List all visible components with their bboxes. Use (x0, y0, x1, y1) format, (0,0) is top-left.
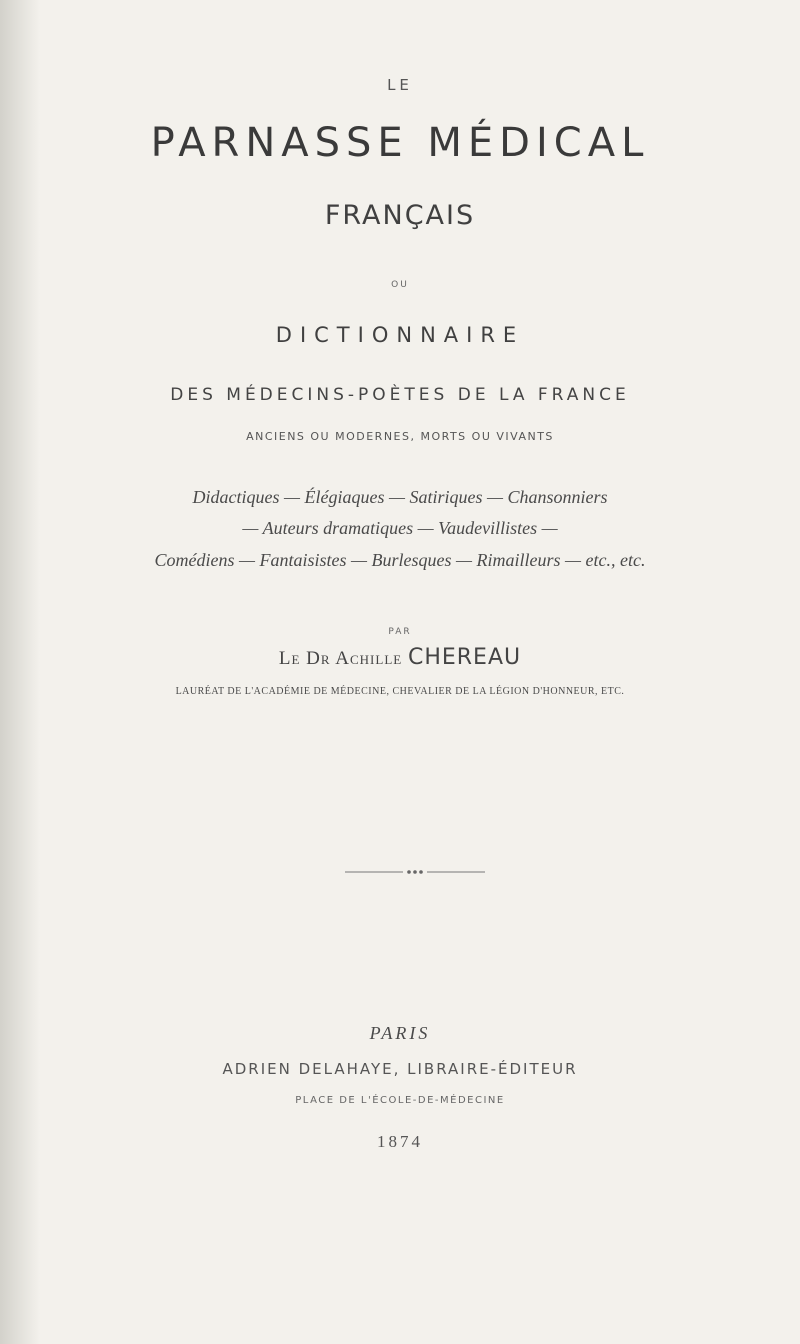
genres-line-2: — Auteurs dramatiques — Vaudevillistes — (242, 518, 558, 538)
subtitle-dictionnaire: DICTIONNAIRE (275, 323, 525, 347)
ornament-rule (345, 866, 485, 878)
preposition-par: PAR (388, 627, 412, 637)
imprint-city: PARIS (369, 1023, 431, 1043)
subtitle-anciens: ANCIENS OU MODERNES, MORTS OU VIVANTS (246, 430, 554, 443)
article-le: LE (387, 76, 413, 94)
imprint-publisher: ADRIEN DELAHAYE, LIBRAIRE-ÉDITEUR (222, 1060, 578, 1078)
imprint-address: PLACE DE L'ÉCOLE-DE-MÉDECINE (295, 1095, 505, 1106)
author-titles: LAURÉAT DE L'ACADÉMIE DE MÉDECINE, CHEVALIER DE LA LÉGION D'HONNEUR, ETC. (175, 686, 625, 697)
author-prefix: Le Dr Achille (278, 648, 403, 669)
main-title-line2: FRANÇAIS (324, 200, 476, 231)
main-title-line1: PARNASSE MÉDICAL (150, 120, 650, 166)
subtitle-medecins-poetes: DES MÉDECINS-POÈTES DE LA FRANCE (170, 385, 630, 405)
imprint-year: 1874 (377, 1132, 423, 1151)
conjunction-ou: OU (391, 280, 409, 290)
author-line (0, 645, 800, 670)
genres-line-1: Didactiques — Élégiaques — Satiriques — Chansonniers (192, 487, 608, 507)
genres-line-3: Comédiens — Fantaisistes — Burlesques — Rimailleurs — etc., etc. (154, 550, 646, 570)
author-name: CHEREAU (407, 645, 522, 670)
